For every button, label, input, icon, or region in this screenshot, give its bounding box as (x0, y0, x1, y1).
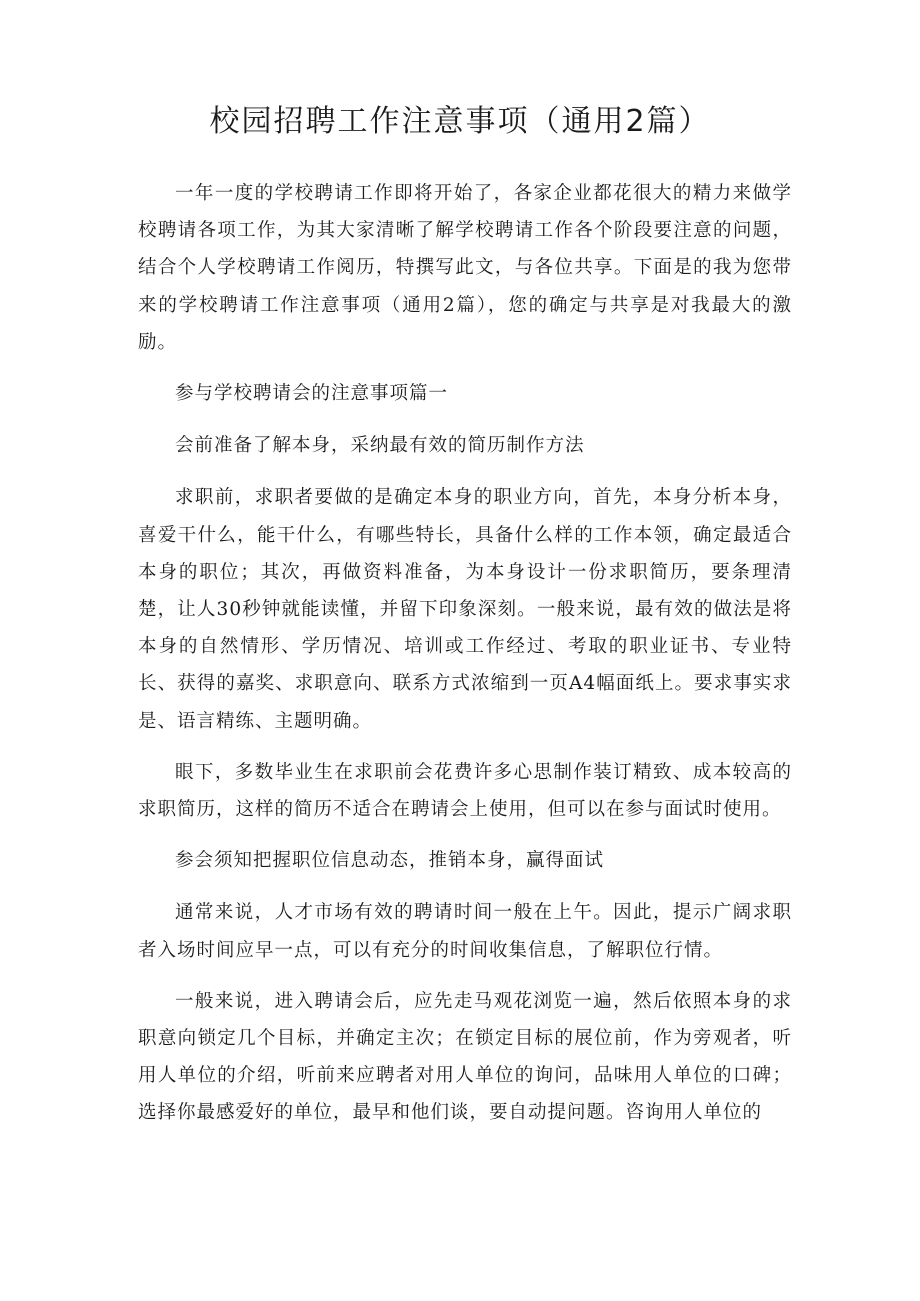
document-body (138, 175, 792, 1146)
paragraph-resume-note: 眼下，多数毕业生在求职前会花费许多心思制作装订精致、成本较高的求职简历，这样的简历不适合在聘请会上使用，但可以在参与面试时使用。 (138, 761, 792, 821)
paragraph-timing: 通常来说，人才市场有效的聘请时间一般在上午。因此，提示广阔求职者入场时间应早一点，可以有充分的时间收集信息，了解职位行情。 (138, 902, 792, 961)
document-title: 校园招聘工作注意事项（通用2篇） (209, 104, 711, 139)
subsection-heading-2: 参会须知把握职位信息动态，推销本身，赢得面试 (175, 850, 605, 872)
section-heading-1: 参与学校聘请会的注意事项篇一 (175, 383, 449, 405)
paragraph-resume-preparation: 求职前，求职者要做的是确定本身的职业方向，首先，本身分析本身，喜爱干什么，能干什么，有哪些特长，具备什么样的工作本领，确定最适合本身的职位；其次，再做资料准备，为本身设计一份求职简历，要条理清楚，让人30秒钟就能读懂，并留下印象深刻。一般来说，最有效的做法是将本身的自然情形、学历情况、培训或工作经过、考取的职业证书、专业特长、获得的嘉奖、求职意向、联系方式浓缩到一页A4幅面纸上。要求事实求是、语言精练、主题明确。 (138, 487, 792, 732)
subsection-heading-1: 会前准备了解本身，采纳最有效的简历制作方法 (175, 435, 585, 457)
paragraph-intro: 一年一度的学校聘请工作即将开始了，各家企业都花很大的精力来做学校聘请各项工作，为其大家清晰了解学校聘请工作各个阶段要注意的问题，结合个人学校聘请工作阅历，特撰写此文，与各位共享。下面是的我为您带来的学校聘请工作注意事项（通用2篇），您的确定与共享是对我最大的激励。 (138, 183, 792, 353)
paragraph-strategy: 一般来说，进入聘请会后，应先走马观花浏览一遍，然后依照本身的求职意向锁定几个目标，并确定主次；在锁定目标的展位前，作为旁观者，听用人单位的介绍，听前来应聘者对用人单位的询问，品味用人单位的口碑；选择你最感爱好的单位，最早和他们谈，要自动提问题。咨询用人单位的 (138, 990, 792, 1124)
